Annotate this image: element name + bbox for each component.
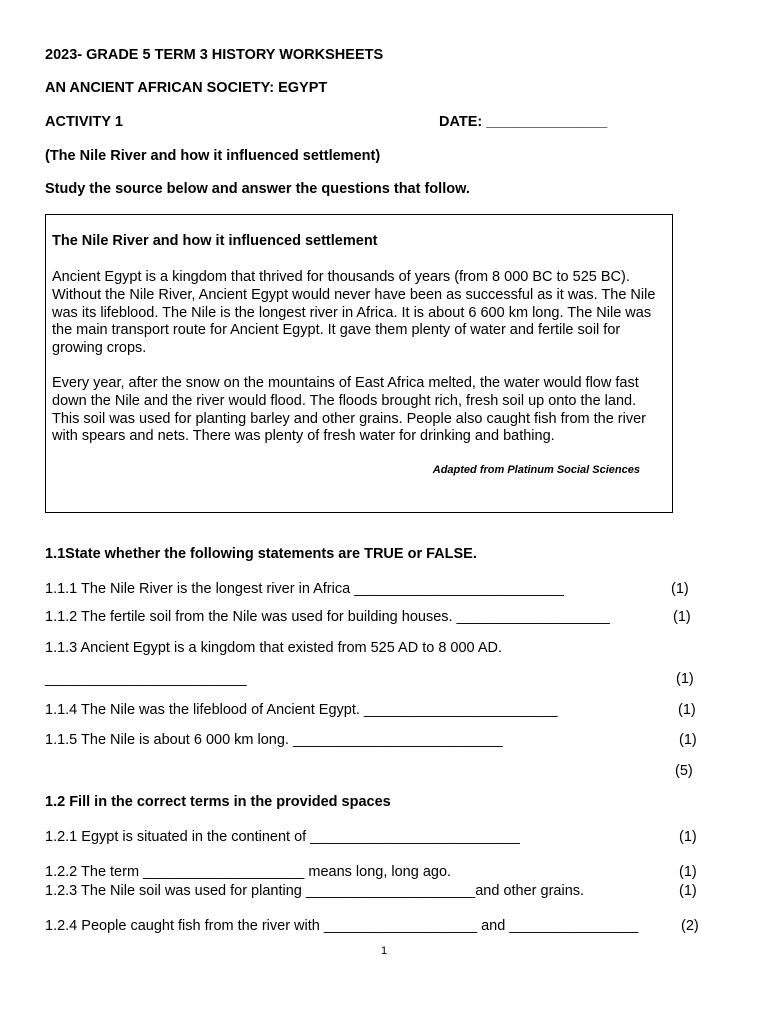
worksheet-title: 2023- GRADE 5 TERM 3 HISTORY WORKSHEETS bbox=[45, 47, 384, 63]
mark-1-1-1: (1) bbox=[671, 581, 689, 597]
mark-1-1-2: (1) bbox=[673, 609, 691, 625]
activity-subtitle: (The Nile River and how it influenced settlement) bbox=[45, 148, 381, 164]
answer-line-1-1-3[interactable]: _________________________ bbox=[45, 671, 247, 687]
question-1-2-3[interactable]: 1.2.3 The Nile soil was used for planting _____________________and other grains. bbox=[45, 883, 585, 899]
mark-1-1-3: (1) bbox=[676, 671, 694, 687]
source-paragraph-2: Every year, after the snow on the mountains of East Africa melted, the water would flow fast down the Nile and the river would flood. The floods brought rich, fresh soil up onto the land. This soil was used for planting barley and other grains. People also caught fish from the river with spears and nets. There was plenty of fresh water for drinking and bathing. bbox=[52, 375, 647, 445]
section-1-2-heading bbox=[45, 794, 391, 810]
source-title: The Nile River and how it influenced settlement bbox=[52, 233, 378, 249]
mark-1-2-1: (1) bbox=[679, 829, 697, 845]
source-credit: Adapted from Platinum Social Sciences bbox=[432, 464, 640, 476]
question-1-1-2[interactable]: 1.1.2 The fertile soil from the Nile was used for building houses. ___________________ bbox=[45, 609, 610, 625]
mark-1-1-5: (1) bbox=[679, 732, 697, 748]
question-1-2-1[interactable]: 1.2.1 Egypt is situated in the continent of __________________________ bbox=[45, 829, 520, 845]
source-box bbox=[45, 214, 673, 513]
section-1-1-heading bbox=[45, 546, 477, 562]
instruction-text: Study the source below and answer the questions that follow. bbox=[45, 181, 470, 197]
section-1-2-text: Fill in the correct terms in the provided spaces bbox=[69, 794, 391, 810]
page-number: 1 bbox=[381, 945, 388, 957]
mark-1-1-4: (1) bbox=[678, 702, 696, 718]
question-1-1-3: 1.1.3 Ancient Egypt is a kingdom that existed from 525 AD to 8 000 AD. bbox=[45, 640, 503, 656]
activity-label: ACTIVITY 1 bbox=[45, 114, 123, 130]
question-1-1-4[interactable]: 1.1.4 The Nile was the lifeblood of Ancient Egypt. ________________________ bbox=[45, 702, 558, 718]
section-1-2-number: 1.2 bbox=[45, 794, 66, 810]
section-1-1-number: 1.1 bbox=[45, 546, 66, 562]
date-field[interactable]: DATE: _______________ bbox=[439, 114, 608, 130]
question-1-1-1[interactable]: 1.1.1 The Nile River is the longest river in Africa __________________________ bbox=[45, 581, 564, 597]
mark-1-2-4: (2) bbox=[681, 918, 699, 934]
mark-1-2-3: (1) bbox=[679, 883, 697, 899]
source-paragraph-1: Ancient Egypt is a kingdom that thrived for thousands of years (from 8 000 BC to 525 BC). Without the Nile River, Ancient Egypt would never have been as successful as it was. The Nile was its lifeblood. The Nile is the longest river in Africa. It is about 6 600 km long. The Nile was the main transport route for Ancient Egypt. It gave them plenty of water and fertile soil for growing crops. bbox=[52, 269, 656, 357]
worksheet-topic: AN ANCIENT AFRICAN SOCIETY: EGYPT bbox=[45, 80, 328, 96]
question-1-2-4[interactable]: 1.2.4 People caught fish from the river with ___________________ and ________________ bbox=[45, 918, 639, 934]
question-1-2-2[interactable]: 1.2.2 The term ____________________ means long, long ago. bbox=[45, 864, 452, 880]
mark-1-2-2: (1) bbox=[679, 864, 697, 880]
section-1-1-total: (5) bbox=[675, 763, 693, 779]
section-1-1-text: State whether the following statements are TRUE or FALSE. bbox=[65, 546, 477, 562]
question-1-1-5[interactable]: 1.1.5 The Nile is about 6 000 km long. __________________________ bbox=[45, 732, 503, 748]
